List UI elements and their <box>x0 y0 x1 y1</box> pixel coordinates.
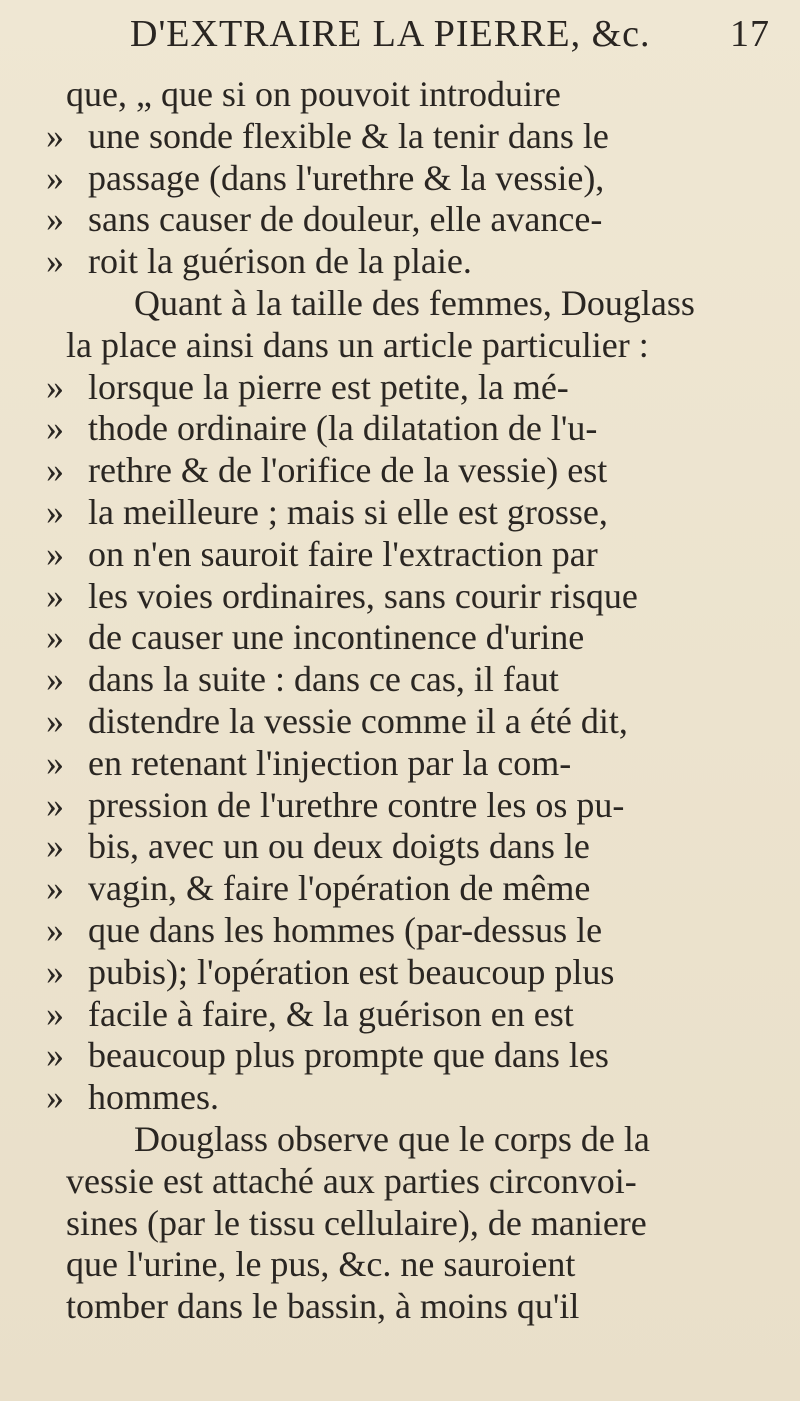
quote-mark: » <box>46 868 64 909</box>
text-line <box>0 492 800 534</box>
line-text: pression de l'urethre contre les os pu- <box>88 784 625 825</box>
quote-mark: » <box>46 742 64 783</box>
line-text: facile à faire, & la guérison en est <box>88 993 574 1034</box>
line-text: la place ainsi dans un article particulier : <box>66 324 649 365</box>
text-line <box>0 910 800 952</box>
quote-mark: » <box>46 909 64 950</box>
line-text: pubis); l'opération est beaucoup plus <box>88 951 615 992</box>
body-text <box>0 74 800 1328</box>
quote-mark: » <box>46 1035 64 1076</box>
text-line <box>0 659 800 701</box>
line-text: sans causer de douleur, elle avance- <box>88 199 603 240</box>
text-line <box>0 1244 800 1286</box>
line-text: de causer une incontinence d'urine <box>88 617 585 658</box>
line-text: la meilleure ; mais si elle est grosse, <box>88 491 608 532</box>
line-text: en retenant l'injection par la com- <box>88 742 572 783</box>
line-text: vessie est attaché aux parties circonvoi- <box>66 1160 637 1201</box>
line-text: que, „ que si on pouvoit introduire <box>66 74 561 114</box>
line-text: vagin, & faire l'opération de même <box>88 868 591 909</box>
quote-mark: » <box>46 826 64 867</box>
text-line <box>0 1286 800 1328</box>
quote-mark: » <box>46 450 64 491</box>
text-line <box>0 408 800 450</box>
text-line <box>0 952 800 994</box>
line-text: que l'urine, le pus, &c. ne sauroient <box>66 1244 576 1285</box>
line-text: bis, avec un ou deux doigts dans le <box>88 826 590 867</box>
line-text: on n'en sauroit faire l'extraction par <box>88 533 598 574</box>
line-text: une sonde flexible & la tenir dans le <box>88 115 609 156</box>
line-text: distendre la vessie comme il a été dit, <box>88 700 628 741</box>
running-title: D'EXTRAIRE LA PIERRE, &c. <box>130 13 651 55</box>
quote-mark: » <box>46 993 64 1034</box>
quote-mark: » <box>46 491 64 532</box>
text-line <box>0 325 800 367</box>
text-line <box>0 283 800 325</box>
line-text: que dans les hommes (par-dessus le <box>88 909 603 950</box>
text-line <box>0 367 800 409</box>
page-number: 17 <box>730 13 770 55</box>
quote-mark: » <box>46 408 64 449</box>
line-text: les voies ordinaires, sans courir risque <box>88 575 638 616</box>
line-text: hommes. <box>88 1077 219 1118</box>
text-line <box>0 74 800 116</box>
line-text: thode ordinaire (la dilatation de l'u- <box>88 408 598 449</box>
quote-mark: » <box>46 784 64 825</box>
quote-mark: » <box>46 366 64 407</box>
quote-mark: » <box>46 533 64 574</box>
text-line <box>0 1035 800 1077</box>
text-line <box>0 617 800 659</box>
line-text: passage (dans l'urethre & la vessie), <box>88 157 605 198</box>
text-line <box>0 826 800 868</box>
quote-mark: » <box>46 700 64 741</box>
text-line <box>0 450 800 492</box>
quote-mark: » <box>46 617 64 658</box>
text-line <box>0 868 800 910</box>
line-text: sines (par le tissu cellulaire), de maniere <box>66 1202 647 1243</box>
text-line <box>0 1077 800 1119</box>
line-text: Douglass observe que le corps de la <box>134 1118 650 1159</box>
text-line <box>0 1203 800 1245</box>
line-text: roit la guérison de la plaie. <box>88 241 472 282</box>
line-text: beaucoup plus prompte que dans les <box>88 1035 609 1076</box>
page-header <box>130 12 770 56</box>
text-line <box>0 701 800 743</box>
line-text: tomber dans le bassin, à moins qu'il <box>66 1286 580 1327</box>
text-line <box>0 241 800 283</box>
text-line <box>0 1161 800 1203</box>
quote-mark: » <box>46 241 64 282</box>
text-line <box>0 116 800 158</box>
quote-mark: » <box>46 115 64 156</box>
text-line <box>0 743 800 785</box>
text-line <box>0 576 800 618</box>
quote-mark: » <box>46 575 64 616</box>
text-line <box>0 534 800 576</box>
quote-mark: » <box>46 1077 64 1118</box>
line-text: dans la suite : dans ce cas, il faut <box>88 659 559 700</box>
quote-mark: » <box>46 659 64 700</box>
text-line <box>0 1119 800 1161</box>
quote-mark: » <box>46 199 64 240</box>
text-line <box>0 994 800 1036</box>
quote-mark: » <box>46 157 64 198</box>
line-text: lorsque la pierre est petite, la mé- <box>88 366 569 407</box>
text-line <box>0 158 800 200</box>
text-line <box>0 199 800 241</box>
line-text: rethre & de l'orifice de la vessie) est <box>88 450 608 491</box>
line-text: Quant à la taille des femmes, Douglass <box>134 282 695 323</box>
text-line <box>0 785 800 827</box>
quote-mark: » <box>46 951 64 992</box>
